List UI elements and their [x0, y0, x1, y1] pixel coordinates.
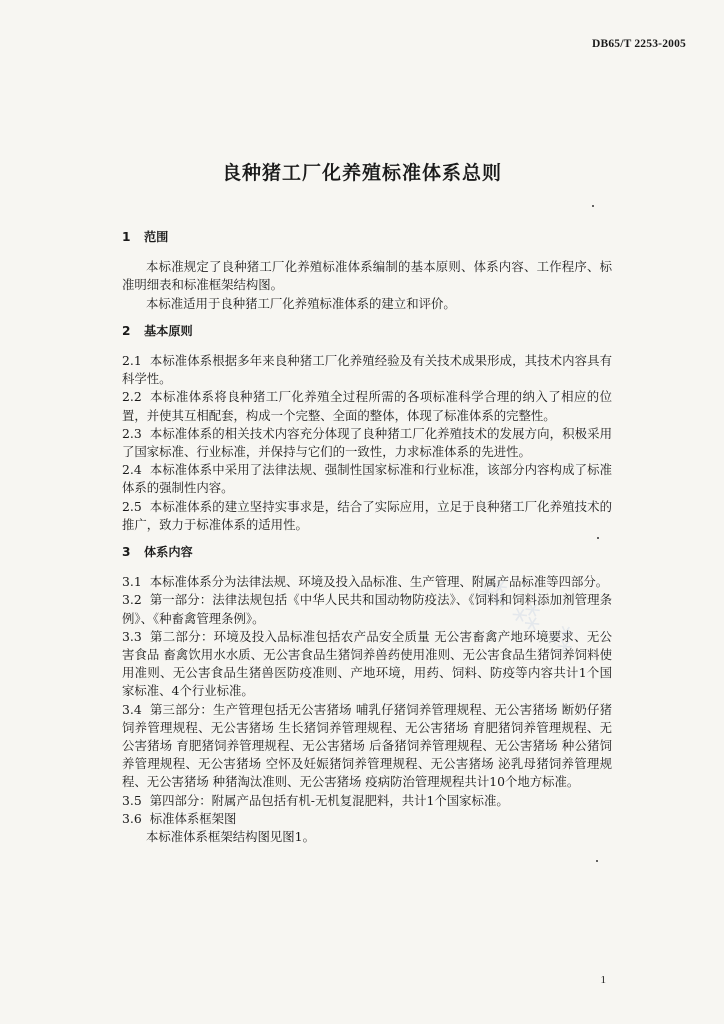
- clause-text: 标准体系框架图: [149, 810, 237, 826]
- page-number: 1: [600, 974, 606, 986]
- section-title: 范围: [144, 230, 169, 244]
- clause-item: [122, 461, 612, 497]
- clause-number: 3.6: [122, 810, 142, 826]
- clause-text: 第三部分：生产管理包括无公害猪场 哺乳仔猪饲养管理规程、无公害猪场 断奶仔猪饲养管理规程、无公害猪场 生长猪饲养管理规程、无公害猪场 育肥猪饲养管理规程、无公害猪场 育肥猪饲养管理规程、无公害猪场 后备猪饲养管理规程、无公害猪场 种公猪饲养管理规程、无公害猪场 空怀及妊娠猪饲养管理规程、无公害猪场 泌乳母猪饲养管理规程、无公害猪场 种猪淘汰准则、无公害猪场 疫病防治管理规程共计10个地方标准。: [122, 701, 612, 790]
- clause-item: [122, 810, 612, 828]
- document-body: [122, 228, 612, 846]
- clause-text: 第四部分：附属产品包括有机-无机复混肥料，共计1个国家标准。: [149, 792, 509, 808]
- clause-text: 本标准体系分为法律法规、环境及投入品标准、生产管理、附属产品标准等四部分。: [149, 574, 609, 590]
- clause-number: 2.4: [122, 462, 142, 478]
- clause-text: 本标准体系将良种猪工厂化养殖全过程所需的各项标准科学合理的纳入了相应的位置，并使其互相配套，构成一个完整、全面的整体，体现了标准体系的完整性。: [122, 389, 612, 423]
- clause-number: 3.1: [122, 574, 142, 590]
- section-number: 2: [122, 323, 131, 338]
- clause-item: [122, 425, 612, 461]
- section-heading: [122, 228, 612, 246]
- section-title: 体系内容: [144, 545, 193, 560]
- section-heading: [122, 543, 612, 561]
- clause-number: 2.5: [122, 498, 142, 514]
- section-number: 3: [122, 545, 131, 560]
- paragraph: 本标准体系框架结构图见图1。: [146, 829, 315, 845]
- clause-text: 第二部分：环境及投入品标准包括农产品安全质量 无公害畜禽产地环境要求、无公害食品 畜禽饮用水水质、无公害食品生猪饲养兽药使用准则、无公害食品生猪饲养饲料使用准则、无公害食品生猪兽医防疫准则、产地环境，用药、饲料、防疫等内容共计1个国家标准、4个行业标准。: [122, 628, 612, 699]
- clause-number: 2.1: [122, 353, 142, 369]
- clause-item: [122, 591, 612, 627]
- clause-number: 3.5: [122, 792, 142, 808]
- paragraph: 本标准规定了良种猪工厂化养殖标准体系编制的基本原则、体系内容、工作程序、标准明细表和标准框架结构图。: [122, 259, 612, 293]
- section-number: 1: [122, 230, 131, 244]
- section-heading: [122, 322, 612, 340]
- clause-text: 第一部分：法律法规包括《中华人民共和国动物防疫法》、《饲料和饲料添加剂管理条例》、《种畜禽管理条例》。: [122, 592, 612, 626]
- clause-text: 本标准体系中采用了法律法规、强制性国家标准和行业标准，该部分内容构成了标准体系的强制性内容。: [122, 462, 612, 496]
- clause-text: 本标准体系的相关技术内容充分体现了良种猪工厂化养殖技术的发展方向，积极采用了国家标准、行业标准，并保持与它们的一致性，力求标准体系的先进性。: [122, 425, 612, 460]
- clause-text: 本标准体系根据多年来良种猪工厂化养殖经验及有关技术成果形成，其技术内容具有科学性。: [122, 353, 612, 387]
- clause-text: 本标准体系的建立坚持实事求是，结合了实际应用，立足于良种猪工厂化养殖技术的推广，致力于标准体系的适用性。: [122, 498, 612, 532]
- clause-number: 3.3: [122, 628, 142, 644]
- clause-item: [122, 792, 612, 810]
- clause-number: 3.4: [122, 701, 142, 717]
- clause-item: [122, 628, 612, 701]
- clause-number: 2.3: [122, 425, 142, 441]
- clause-item: [122, 388, 612, 424]
- clause-item: [122, 352, 612, 388]
- standard-code: DB65/T 2253-2005: [591, 38, 686, 50]
- clause-item: [122, 573, 612, 591]
- paragraph: 本标准适用于良种猪工厂化养殖标准体系的建立和评价。: [146, 295, 456, 311]
- clause-number: 3.2: [122, 592, 142, 608]
- faint-watermark: ⁂⁂⁂: [472, 570, 592, 668]
- clause-item: [122, 701, 612, 792]
- section-title: 基本原则: [144, 323, 193, 338]
- document-title: 良种猪工厂化养殖标准体系总则: [221, 162, 502, 184]
- clause-item: [122, 498, 612, 534]
- clause-number: 2.2: [122, 389, 142, 405]
